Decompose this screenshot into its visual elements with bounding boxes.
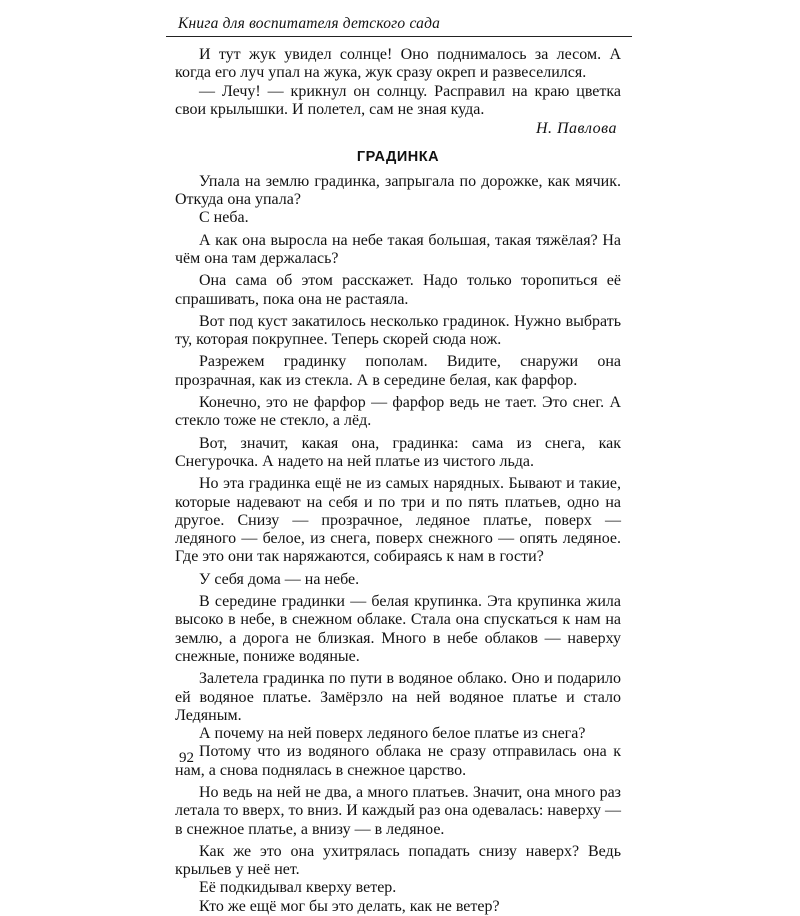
paragraph-12: Залетела градинка по пути в водяное облако. Оно и подарило ей водяное платье. Замёрзло на ней водяное платье и стало Ледяным.	[175, 670, 621, 724]
paragraph-15: Но ведь на ней не два, а много платьев. Значит, она много раз летала то вверх, то вниз. И каждый раз она одевалась: наверху — в снежное платье, а внизу — в ледяное.	[175, 783, 621, 838]
paragraph-8: Вот, значит, какая она, градинка: сама из снега, как Снегурочка. А надето на ней платье из чистого льда.	[175, 434, 621, 470]
paragraph-prev-2: — Лечу! — крикнул он солнцу. Расправил на краю цветка свои крылышки. И полетел, сам не зная куда.	[175, 82, 621, 118]
paragraph-18: Кто же ещё мог бы это делать, как не ветер?	[199, 897, 500, 915]
paragraph-16: Как же это она ухитрялась попадать снизу наверх? Ведь крыльев у неё нет.	[175, 842, 621, 879]
paragraph-4: Она сама об этом расскажет. Надо только торопиться её спрашивать, пока она не растаяла.	[175, 272, 621, 308]
paragraph-2: С неба.	[199, 209, 249, 227]
author-signature: Н. Павлова	[535, 120, 617, 138]
paragraph-prev-1: И тут жук увидел солнце! Оно поднималось за лесом. А когда его луч упал на жука, жук сразу окреп и развеселился.	[175, 46, 621, 82]
paragraph-3: А как она выросла на небе такая большая, такая тяжёлая? На чём она там держалась?	[175, 231, 621, 267]
paragraph-6: Разрежем градинку пополам. Видите, снаружи она прозрачная, как из стекла. А в середине белая, как фарфор.	[175, 353, 621, 389]
running-header-title: Книга для воспитателя детского сада	[178, 15, 441, 32]
running-header	[166, 12, 632, 37]
paragraph-11: В середине градинки — белая крупинка. Эта крупинка жила высоко в небе, в снежном облаке. Стала она спускаться к нам на землю, а дорога не близкая. Много в небе облаков — наверху снежные, пониже водяные.	[175, 593, 621, 665]
story-title: ГРАДИНКА	[356, 149, 440, 166]
page-body	[175, 46, 621, 916]
page-number: 92	[179, 750, 194, 766]
paragraph-7: Конечно, это не фарфор — фарфор ведь не тает. Это снег. А стекло тоже не стекло, а лёд.	[175, 394, 621, 430]
paragraph-9: Но эта градинка ещё не из самых нарядных. Бывают и такие, которые надевают на себя и по три и по пять платьев, одно на другое. Снизу — прозрачное, ледяное платье, поверх — ледяного — белое, из снега, поверх снежного — опять ледяное. Где это они так наряжаются, собираясь к нам в гости?	[175, 475, 621, 566]
paragraph-14: Потому что из водяного облака не сразу отправилась она к нам, а снова поднялась в снежное царство.	[175, 743, 621, 779]
paragraph-1: Упала на землю градинка, запрыгала по дорожке, как мячик. Откуда она упала?	[175, 172, 621, 209]
paragraph-5: Вот под куст закатилось несколько градинок. Нужно выбрать ту, которая покрупнее. Теперь скорей сюда нож.	[175, 312, 621, 349]
paragraph-10: У себя дома — на небе.	[199, 570, 360, 588]
paragraph-17: Её подкидывал кверху ветер.	[199, 879, 397, 897]
paragraph-13: А почему на ней поверх ледяного белое платье из снега?	[199, 725, 586, 743]
